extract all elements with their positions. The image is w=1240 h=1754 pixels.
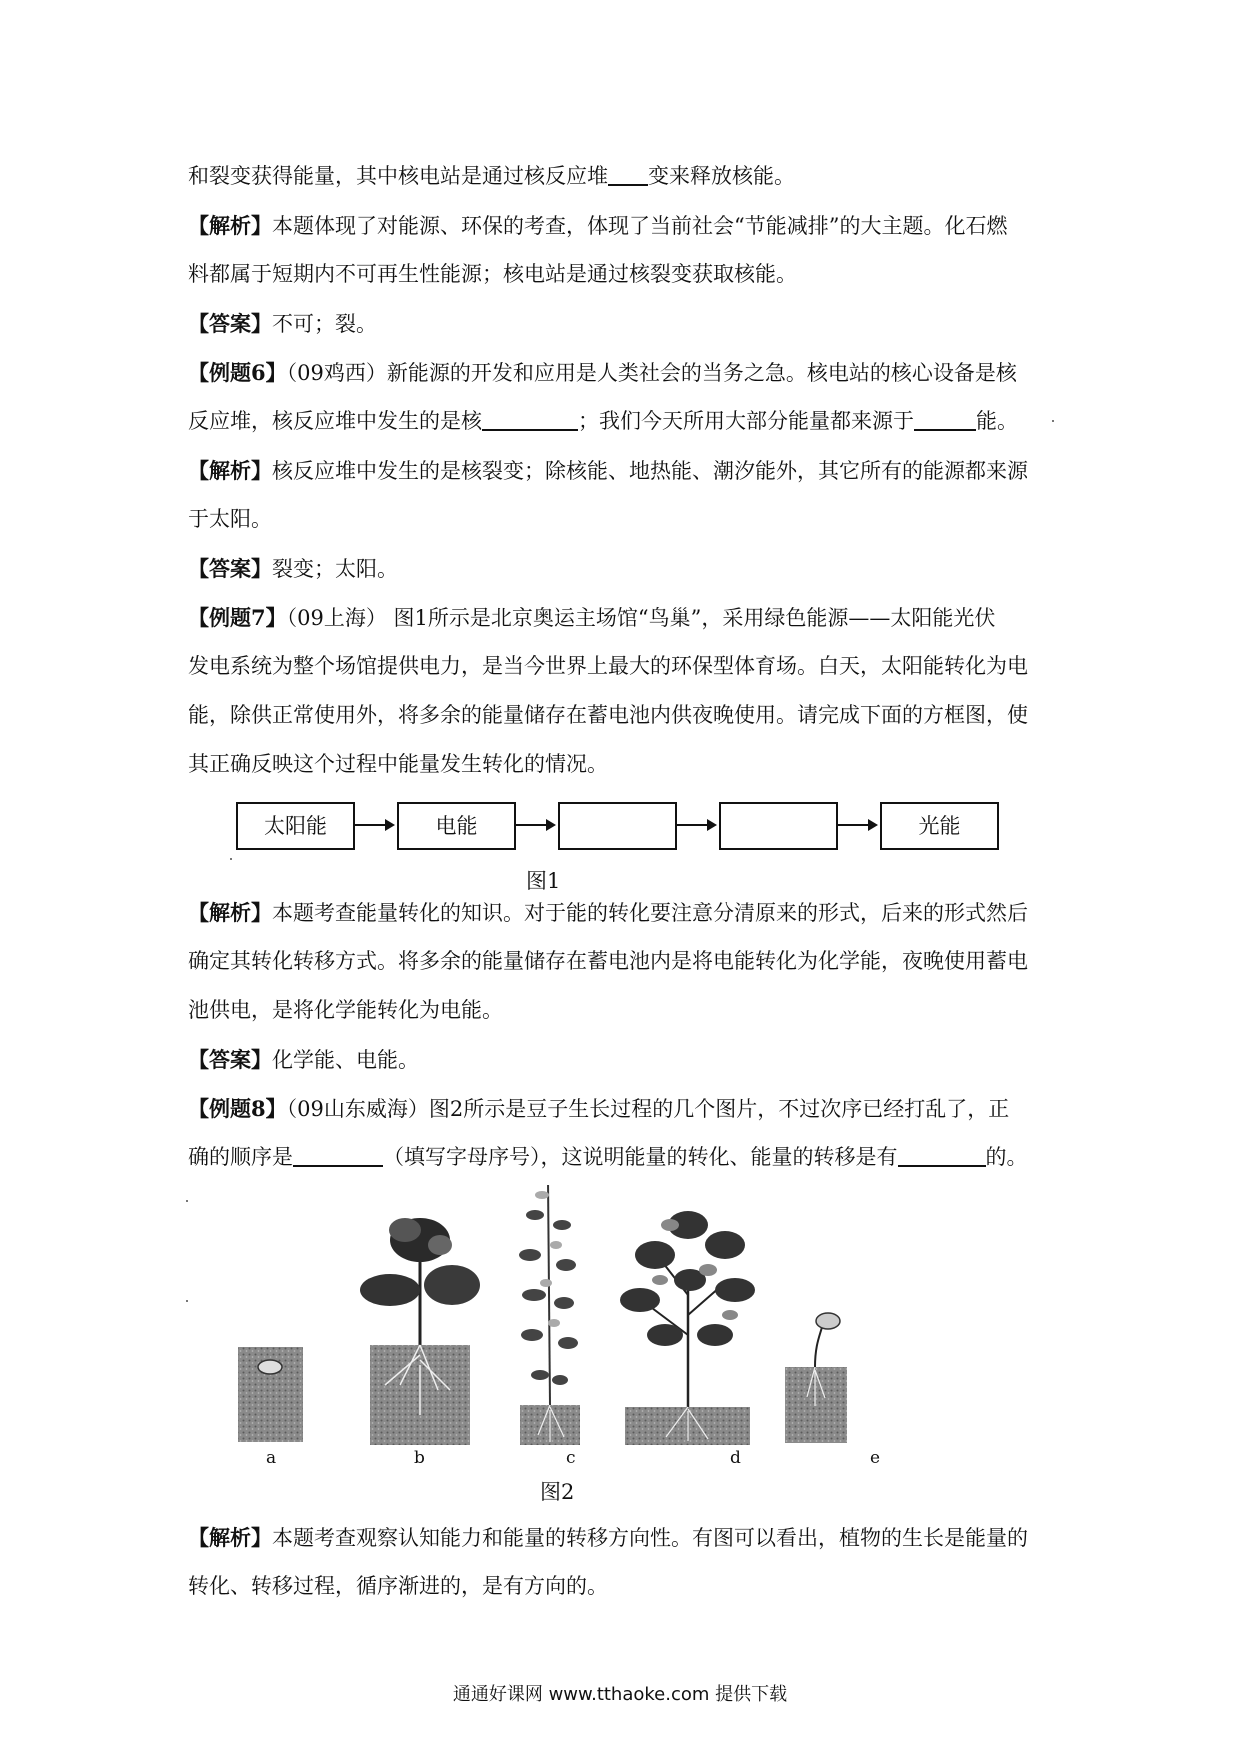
- example-tag: 【例题8】: [188, 1096, 287, 1121]
- paragraph-line: 转化、转移过程，循序渐进的，是有方向的。: [188, 1574, 608, 1598]
- flow-arrow: [838, 824, 876, 826]
- figure-label-c: c: [566, 1448, 576, 1468]
- flow-box-electric: 电能: [397, 802, 516, 850]
- paragraph-line: 其正确反映这个过程中能量发生转化的情况。: [188, 752, 608, 776]
- example-line: 【例题8】（09山东威海）图2所示是豆子生长过程的几个图片，不过次序已经打乱了，正: [188, 1096, 1010, 1121]
- answer-blank[interactable]: [898, 1145, 986, 1167]
- paragraph-line: 确的顺序是 （填写字母序号），这说明能量的转化、能量的转移是有 的。: [188, 1145, 1028, 1169]
- plant-picture-e: [785, 1313, 847, 1443]
- scan-speck: [186, 1200, 188, 1202]
- flow-arrow: [355, 824, 393, 826]
- figure-2-caption: 图2: [540, 1480, 575, 1504]
- paragraph-line: 能，除供正常使用外，将多余的能量储存在蓄电池内供夜晚使用。请完成下面的方框图，使: [188, 703, 1028, 727]
- figure-label-d: d: [730, 1448, 741, 1468]
- example-line: 【例题7】（09上海） 图1所示是北京奥运主场馆“鸟巢”，采用绿色能源——太阳能光伏: [188, 605, 996, 630]
- scan-speck: [230, 858, 232, 860]
- paragraph-line: 和裂变获得能量，其中核电站是通过核反应堆 变来释放核能。: [188, 164, 795, 188]
- paragraph-line: 发电系统为整个场馆提供电力，是当今世界上最大的环保型体育场。白天，太阳能转化为电: [188, 654, 1028, 678]
- answer-blank[interactable]: [482, 409, 578, 431]
- example-line: 【例题6】（09鸡西）新能源的开发和应用是人类社会的当务之急。核电站的核心设备是核: [188, 360, 1017, 385]
- example-tag: 【例题7】: [188, 605, 287, 630]
- paragraph-line: 反应堆，核反应堆中发生的是核 ；我们今天所用大部分能量都来源于 能。: [188, 409, 1018, 433]
- paragraph-line: 确定其转化转移方式。将多余的能量储存在蓄电池内是将电能转化为化学能，夜晚使用蓄电: [188, 949, 1028, 973]
- analysis-tag: 【解析】: [188, 900, 272, 925]
- figure-label-a: a: [266, 1448, 277, 1468]
- analysis-line: 【解析】核反应堆中发生的是核裂变；除核能、地热能、潮汐能外，其它所有的能源都来源: [188, 458, 1028, 483]
- paragraph-line: 于太阳。: [188, 507, 272, 531]
- figure-1-caption: 图1: [526, 869, 561, 893]
- flow-arrow: [677, 824, 715, 826]
- paragraph-line: 料都属于短期内不可再生性能源；核电站是通过核裂变获取核能。: [188, 262, 797, 286]
- flow-box-blank-2[interactable]: [719, 802, 838, 850]
- analysis-line: 【解析】本题考查观察认知能力和能量的转移方向性。有图可以看出，植物的生长是能量的: [188, 1525, 1028, 1550]
- analysis-tag: 【解析】: [188, 213, 272, 238]
- plant-picture-c: [519, 1185, 580, 1445]
- bean-growth-figure: [230, 1185, 950, 1485]
- scan-speck: [1052, 420, 1054, 422]
- analysis-line: 【解析】本题考查能量转化的知识。对于能的转化要注意分清原来的形式，后来的形式然后: [188, 900, 1028, 925]
- answer-tag: 【答案】: [188, 1047, 272, 1072]
- answer-blank[interactable]: [293, 1145, 383, 1167]
- flow-arrow: [516, 824, 554, 826]
- answer-tag: 【答案】: [188, 311, 272, 336]
- energy-flow-diagram: [236, 802, 996, 852]
- page-footer: 通通好课网 www.tthaoke.com 提供下载: [452, 1684, 788, 1705]
- analysis-tag: 【解析】: [188, 1525, 272, 1550]
- flow-box-blank-1[interactable]: [558, 802, 677, 850]
- paragraph-line: 池供电，是将化学能转化为电能。: [188, 998, 503, 1022]
- flow-box-solar: 太阳能: [236, 802, 355, 850]
- example-tag: 【例题6】: [188, 360, 287, 385]
- plant-picture-a: [238, 1347, 303, 1442]
- plant-picture-d: [620, 1211, 755, 1445]
- answer-line: 【答案】化学能、电能。: [188, 1047, 419, 1072]
- analysis-tag: 【解析】: [188, 458, 272, 483]
- analysis-line: 【解析】本题体现了对能源、环保的考查，体现了当前社会“节能减排”的大主题。化石燃: [188, 213, 1008, 238]
- figure-label-e: e: [870, 1448, 881, 1468]
- answer-tag: 【答案】: [188, 556, 272, 581]
- figure-label-b: b: [414, 1448, 425, 1468]
- answer-line: 【答案】裂变；太阳。: [188, 556, 398, 581]
- answer-blank[interactable]: [608, 164, 648, 186]
- scan-speck: [186, 1300, 188, 1302]
- plant-picture-b: [360, 1218, 480, 1445]
- answer-blank[interactable]: [914, 409, 976, 431]
- answer-line: 【答案】不可；裂。: [188, 311, 377, 336]
- flow-box-light: 光能: [880, 802, 999, 850]
